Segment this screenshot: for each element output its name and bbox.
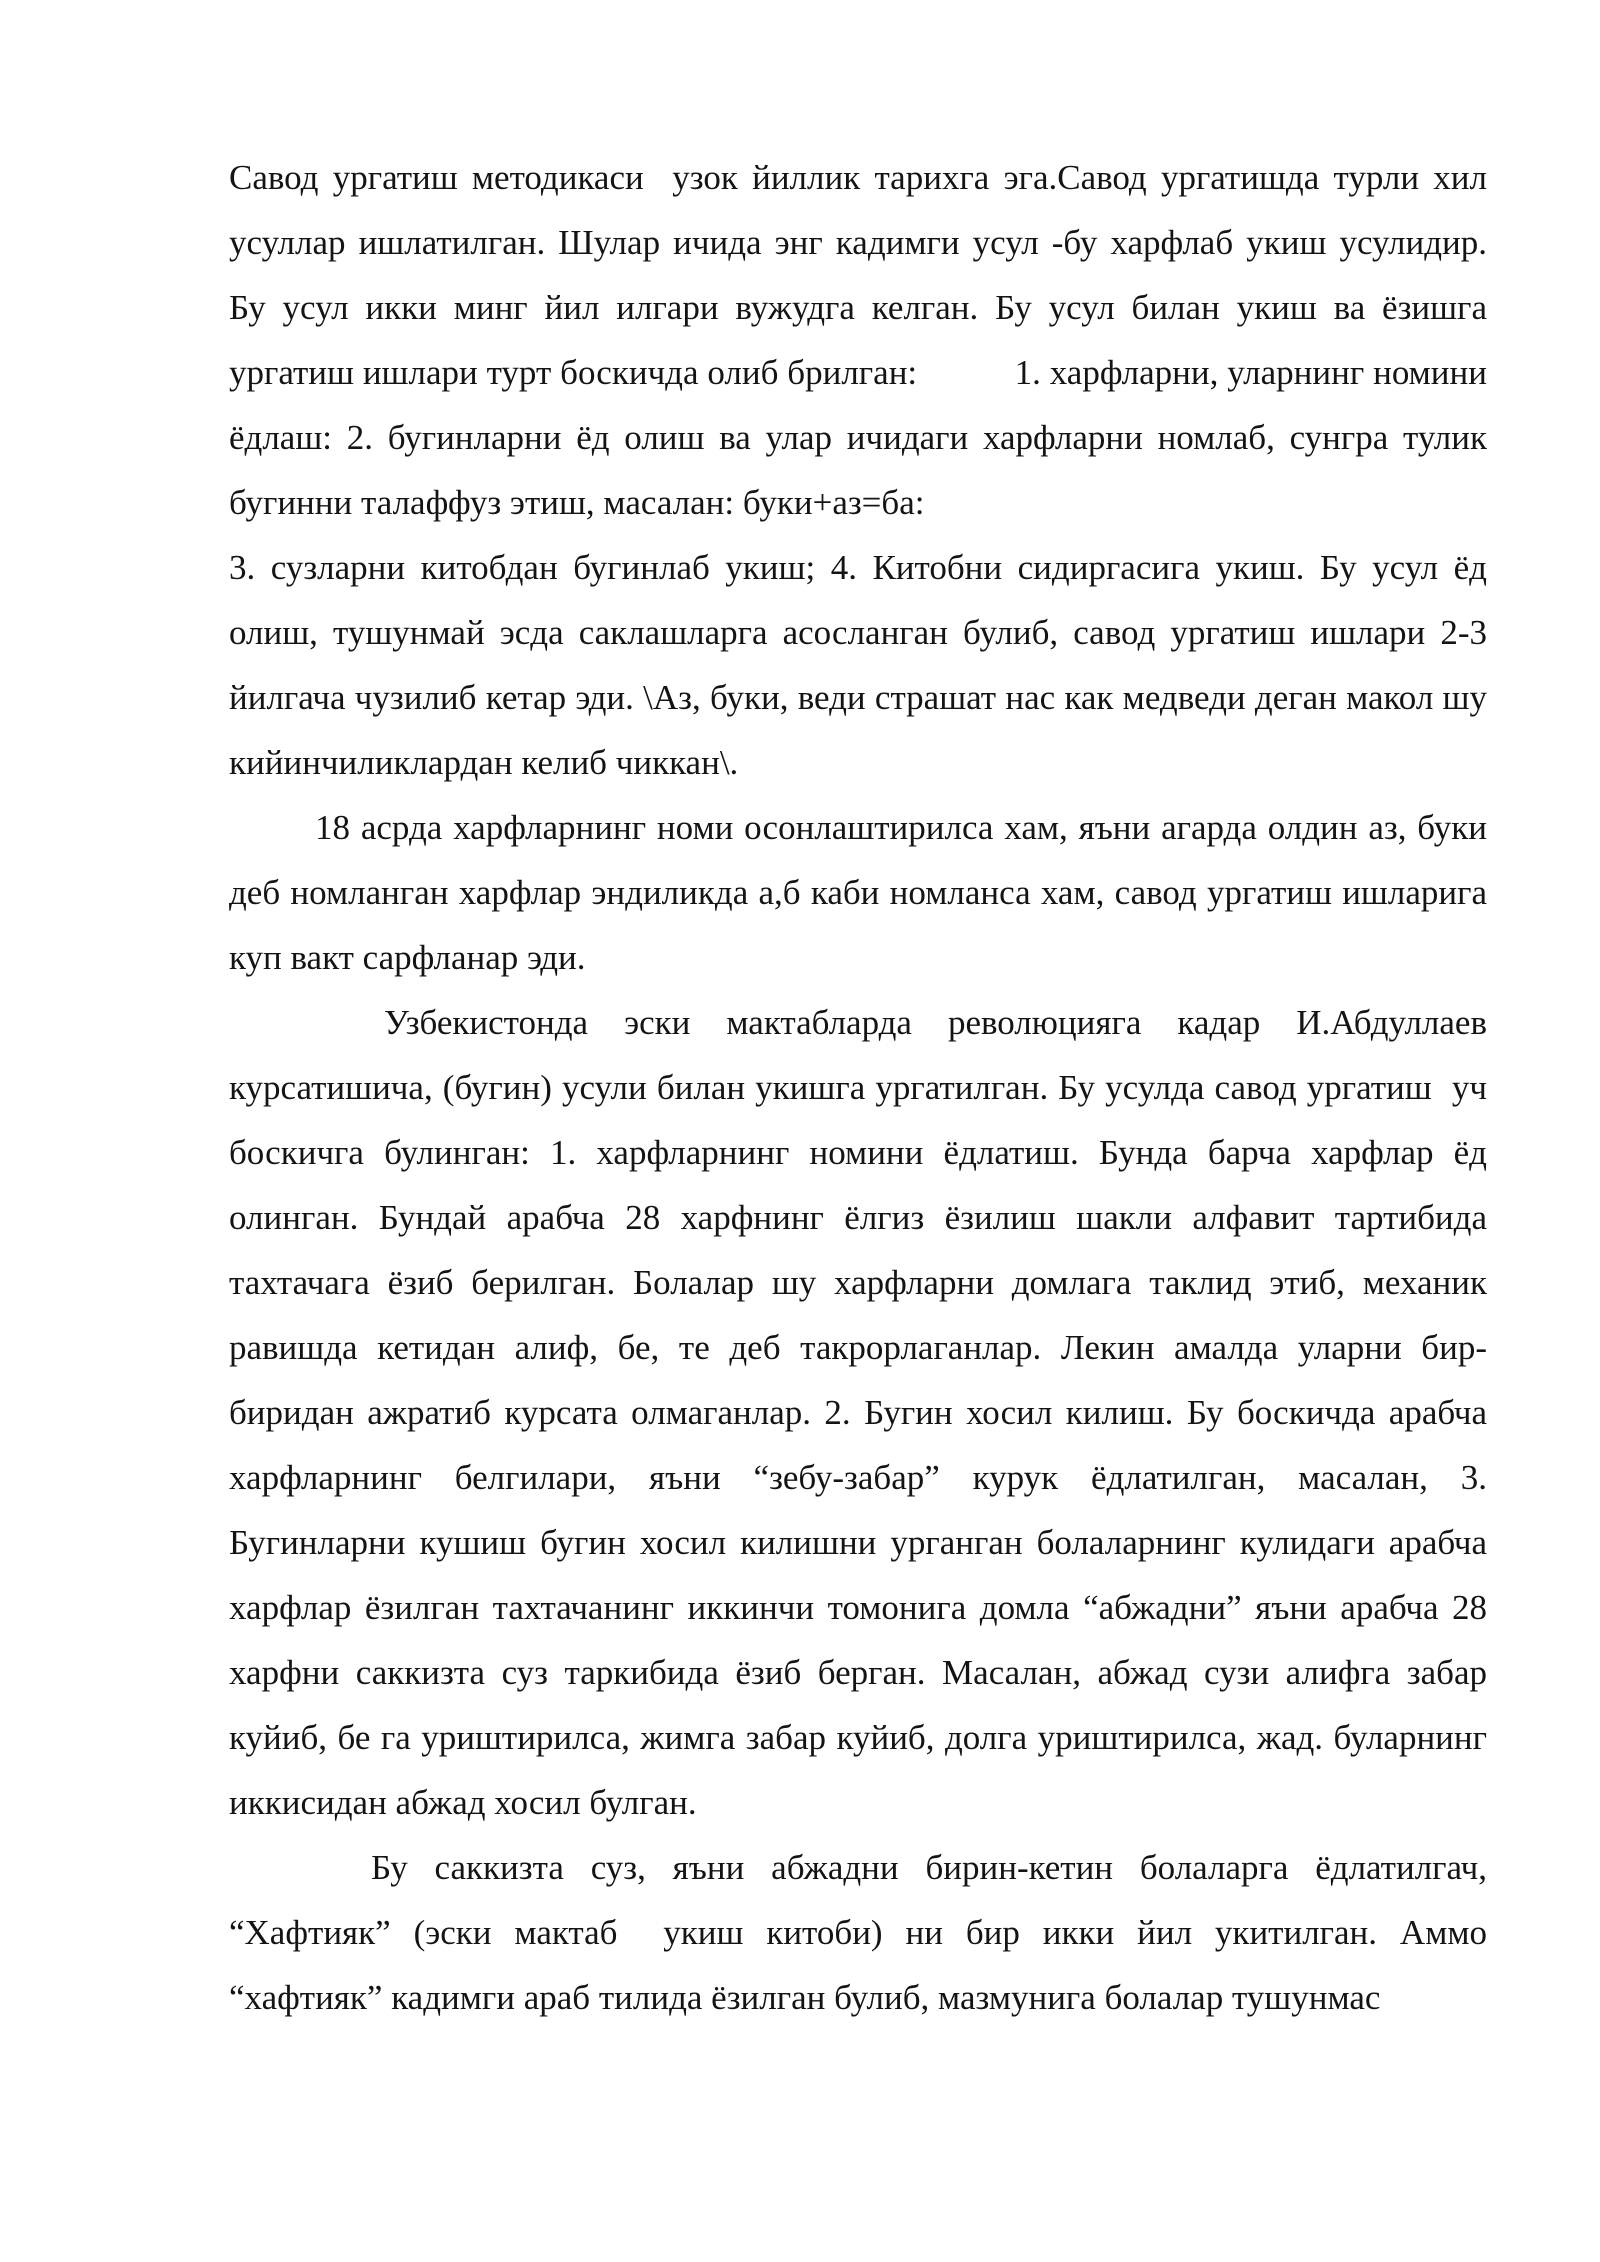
document-body (229, 145, 1496, 2030)
paragraph-5: Бу саккизта суз, яъни абжадни бирин-кетин болаларга ёдлатилгач, “Хафтияк” (эски мактаб укиш китоби) ни бир икки йил укитилган. Аммо “хафтияк” кадимги араб тилида ёзилган булиб, мазмунига болалар тушунмас (229, 1848, 1496, 2017)
paragraph-3: 18 асрда харфларнинг номи осонлаштирилса хам, яъни агарда олдин аз, буки деб номланган харфлар эндиликда а,б каби номланса хам, савод ургатиш ишларига куп вакт сарфланар эди. (229, 808, 1496, 977)
paragraph-1: Савод ургатиш методикаси узок йиллик тарихга эга.Савод ургатишда турли хил усуллар ишлатилган. Шулар ичида энг кадимги усул -бу харфлаб укиш усулидир. Бу усул икки минг йил илгари вужудга келган. Бу усул билан укиш ва ёзишга ургатиш ишлари турт боскичда олиб брилган: 1. харфларни, уларнинг номини ёдлаш: 2. бугинларни ёд олиш ва улар ичидаги харфларни номлаб, сунгра тулик бугинни талаффуз этиш, масалан: буки+аз=ба: (229, 158, 1496, 522)
paragraph-4: Узбекистонда эски мактабларда революцияга кадар И.Абдуллаев курсатишича, (бугин) усули билан укишга ургатилган. Бу усулда савод ургатиш уч боскичга булинган: 1. харфларнинг номини ёдлатиш. Бунда барча харфлар ёд олинган. Бундай арабча 28 харфнинг ёлгиз ёзилиш шакли алфавит тартибида тахтачага ёзиб берилган. Болалар шу харфларни домлага таклид этиб, механик равишда кетидан алиф, бе, те деб такрорлаганлар. Лекин амалда уларни бир-биридан ажратиб курсата олмаганлар. 2. Бугин хосил килиш. Бу боскичда арабча харфларнинг белгилари, яъни “зебу-забар” курук ёдлатилган, масалан, 3. Бугинларни кушиш бугин хосил килишни урганган болаларнинг кулидаги арабча харфлар ёзилган тахтачанинг иккинчи томонига домла “абжадни” яъни арабча 28 харфни саккизта суз таркибида ёзиб берган. Масалан, абжад сузи алифга забар куйиб, бе га уриштирилса, жимга забар куйиб, долга уриштирилса, жад. буларнинг иккисидан абжад хосил булган. (229, 1003, 1496, 1822)
paragraph-2: 3. сузларни китобдан бугинлаб укиш; 4. Китобни сидиргасига укиш. Бу усул ёд олиш, тушунмай эсда саклашларга асосланган булиб, савод ургатиш ишлари 2-3 йилгача чузилиб кетар эди. \Аз, буки, веди страшат нас как медведи деган макол шу кийинчиликлардан келиб чиккан\. (229, 548, 1496, 782)
